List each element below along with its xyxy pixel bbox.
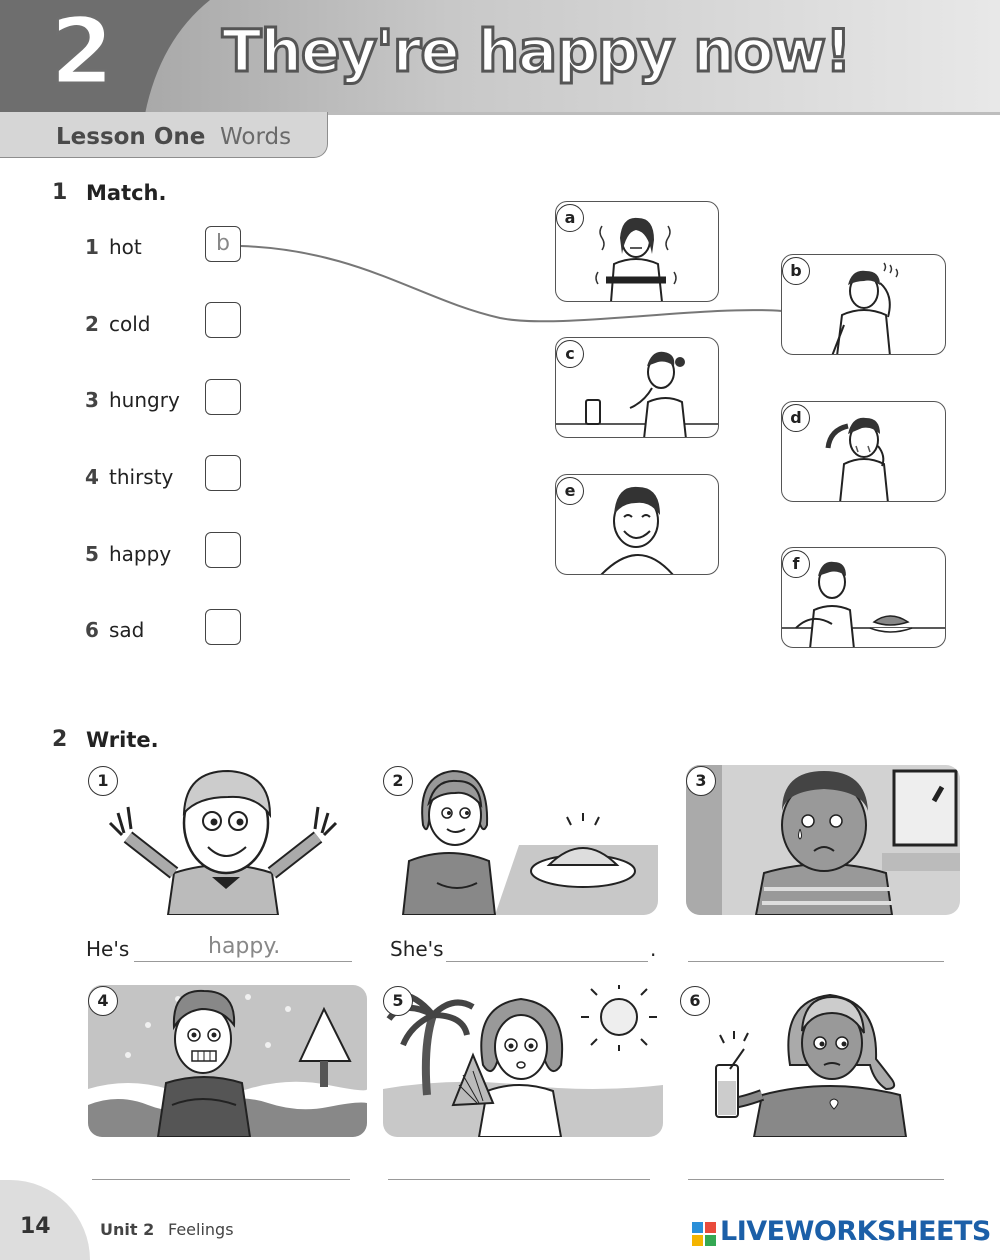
match-answer-letter: b bbox=[216, 231, 230, 256]
write-line-5[interactable] bbox=[388, 1178, 650, 1180]
liveworksheets-logo-icon bbox=[692, 1222, 718, 1246]
page-number: 14 bbox=[20, 1214, 51, 1239]
match-item-number: 2 bbox=[85, 312, 99, 336]
match-item-number: 3 bbox=[85, 388, 99, 412]
exercise2-number: 2 bbox=[52, 727, 68, 752]
write-line-4[interactable] bbox=[92, 1178, 350, 1180]
match-item-number: 5 bbox=[85, 542, 99, 566]
write-item-number: 5 bbox=[383, 986, 413, 1016]
match-item-word: hot bbox=[109, 235, 142, 259]
match-item-word: hungry bbox=[109, 388, 180, 412]
picture-letter: b bbox=[782, 257, 810, 285]
match-item-word: cold bbox=[109, 312, 151, 336]
sentence-2-prefix: She's bbox=[390, 937, 444, 961]
match-item-number: 6 bbox=[85, 618, 99, 642]
exercise1-number: 1 bbox=[52, 180, 68, 205]
thirsty-girl-illustration bbox=[680, 985, 960, 1137]
picture-card-c[interactable] bbox=[555, 337, 719, 438]
happy-boy-illustration bbox=[88, 765, 358, 915]
footer-unit-name: Feelings bbox=[168, 1220, 234, 1239]
write-picture-5 bbox=[383, 985, 663, 1137]
write-item-number: 2 bbox=[383, 766, 413, 796]
sad-boy-illustration bbox=[686, 765, 960, 915]
write-item-number: 6 bbox=[680, 986, 710, 1016]
write-item-number: 1 bbox=[88, 766, 118, 796]
write-line-2[interactable] bbox=[446, 960, 648, 962]
hot-girl-illustration bbox=[383, 985, 663, 1137]
picture-letter: e bbox=[556, 477, 584, 505]
brand-logo[interactable]: LIVEWORKSHEETS bbox=[720, 1216, 991, 1247]
match-item-number: 4 bbox=[85, 465, 99, 489]
hungry-girl-illustration bbox=[383, 765, 658, 915]
sentence-2-suffix: . bbox=[650, 937, 657, 961]
write-picture-6 bbox=[680, 985, 960, 1137]
write-line-3[interactable] bbox=[688, 960, 944, 962]
match-item-word: thirsty bbox=[109, 465, 174, 489]
picture-letter: f bbox=[782, 550, 810, 578]
cold-boy-illustration bbox=[88, 985, 367, 1137]
picture-letter: d bbox=[782, 404, 810, 432]
footer-unit-label: Unit 2 bbox=[100, 1220, 155, 1239]
sentence-1-prefix: He's bbox=[86, 937, 130, 961]
write-line-6[interactable] bbox=[688, 1178, 944, 1180]
write-picture-3 bbox=[686, 765, 960, 915]
match-item-word: sad bbox=[109, 618, 145, 642]
write-item-number: 3 bbox=[686, 766, 716, 796]
write-picture-4 bbox=[88, 985, 367, 1137]
match-item-number: 1 bbox=[85, 235, 99, 259]
picture-letter: c bbox=[556, 340, 584, 368]
lesson-subtitle: Words bbox=[220, 124, 292, 150]
picture-card-f[interactable] bbox=[781, 547, 946, 648]
example-answer: happy. bbox=[208, 934, 281, 959]
write-item-number: 4 bbox=[88, 986, 118, 1016]
match-item-word: happy bbox=[109, 542, 172, 566]
picture-card-a[interactable] bbox=[555, 201, 719, 302]
page-title: They're happy now! bbox=[222, 17, 851, 85]
unit-number: 2 bbox=[50, 0, 115, 105]
lesson-title: Lesson One bbox=[56, 124, 206, 150]
picture-card-d[interactable] bbox=[781, 401, 946, 502]
picture-card-b[interactable] bbox=[781, 254, 946, 355]
write-picture-2 bbox=[383, 765, 658, 915]
write-line-1[interactable] bbox=[134, 960, 352, 962]
exercise2-label: Write. bbox=[86, 728, 159, 752]
picture-letter: a bbox=[556, 204, 584, 232]
exercise1-label: Match. bbox=[86, 181, 167, 205]
write-picture-1 bbox=[88, 765, 358, 915]
picture-card-e[interactable] bbox=[555, 474, 719, 575]
